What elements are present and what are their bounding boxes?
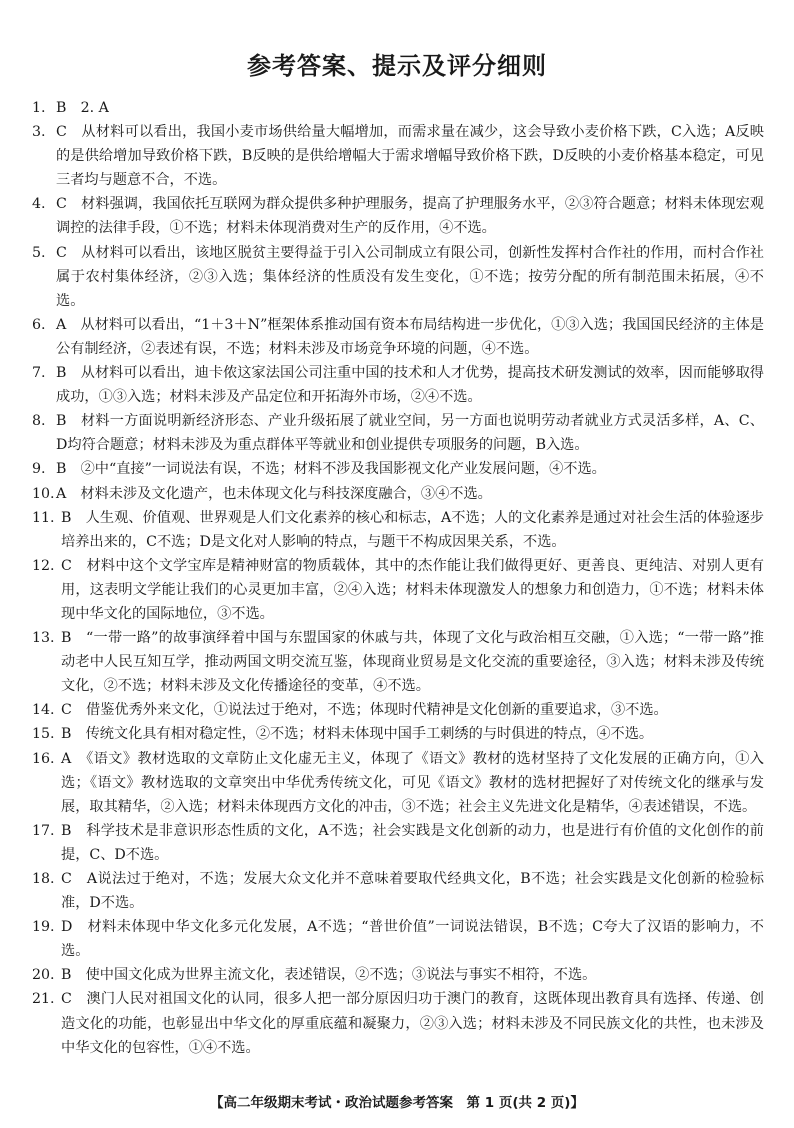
- answer-text: A 从材料可以看出，“1＋3＋N”框架体系推动国有资本布局结构进一步优化，①③入选；我国国民经济的主体是公有制经济，②表述有误，不选；材料未涉及市场竞争环境的问题，④不选。: [56, 316, 764, 357]
- answer-item: [32, 915, 764, 963]
- answer-text: B 材料一方面说明新经济形态、产业升级拓展了就业空间，另一方面也说明劳动者就业方式灵活多样，A、C、D均符合题意；材料未涉及为重点群体平等就业和创业提供专项服务的问题，B入选。: [56, 413, 764, 454]
- answer-item: [32, 698, 764, 722]
- answer-number: 4.: [32, 196, 46, 213]
- answer-text: B 人生观、价值观、世界观是人们文化素养的核心和标志，A不选；人的文化素养是通过对社会生活的体验逐步培养出来的，C不选；D是文化对人影响的特点，与题干不构成因果关系，不选。: [61, 509, 764, 550]
- answer-text: C 借鉴优秀外来文化，①说法过于绝对，不选；体现时代精神是文化创新的重要追求，③不选。: [61, 702, 668, 719]
- answer-number: 12.: [32, 557, 55, 574]
- answer-number: 18.: [32, 871, 55, 887]
- answer-number: 11.: [32, 509, 55, 526]
- answer-text: B 传统文化具有相对稳定性，②不选；材料未体现中国手工刺绣的与时俱进的特点，④不选。: [61, 726, 654, 743]
- answer-number: 8.: [32, 413, 46, 430]
- answer-item: [32, 96, 764, 120]
- answer-number: 20.: [32, 967, 55, 984]
- answer-item: [32, 506, 764, 554]
- answer-number: 14.: [32, 702, 55, 719]
- answer-number: 9.: [32, 461, 46, 478]
- answer-number: 16.: [32, 750, 55, 767]
- answer-text: C A说法过于绝对，不选；发展大众文化并不意味着要取代经典文化，B不选；社会实践是文化创新的检验标准，D不选。: [61, 871, 764, 912]
- answer-text: B “一带一路”的故事演绎着中国与东盟国家的休戚与共，体现了文化与政治相互交融，①入选；“一带一路”推动老中人民互知互学，推动两国文明交流互鉴，体现商业贸易是文化交流的重要途径，③入选；材料未涉及传统文化，②不选；材料未涉及文化传播途径的变革，④不选。: [61, 630, 764, 695]
- answer-item: [32, 554, 764, 626]
- answer-number: 13.: [32, 630, 55, 647]
- answer-item: [32, 120, 764, 192]
- answer-number: 7.: [32, 365, 46, 382]
- answer-item: [32, 747, 764, 819]
- answer-text: C 从材料可以看出，该地区脱贫主要得益于引入公司制成立有限公司，创新性发挥村合作社的作用，而村合作社属于农村集体经济，②③入选；集体经济的性质没有发生变化，①不选；按劳分配的所有制范围未拓展，④不选。: [56, 244, 764, 309]
- answer-item: [32, 722, 764, 746]
- answer-list: [32, 96, 764, 1060]
- answer-text: C 材料中这个文学宝库是精神财富的物质载体，其中的杰作能让我们做得更好、更善良、更纯洁、对别人更有用，这表明文学能让我们的心灵更加丰富，②④入选；材料未体现激发人的想象力和创造力，①不选；材料未体现中华文化的国际地位，③不选。: [61, 557, 764, 622]
- answer-number: 21.: [32, 991, 55, 1008]
- answer-text: A 材料未涉及文化遗产，也未体现文化与科技深度融合，③④不选。: [56, 485, 492, 502]
- answer-number: 6.: [32, 316, 46, 333]
- answer-text: A 《语文》教材选取的文章防止文化虚无主义，体现了《语文》教材的选材坚持了文化发展的正确方向，①入选；《语文》教材选取的文章突出中华优秀传统文化，可见《语文》教材的选材把握好了对传统文化的继承与发展，取其精华，②入选；材料未体现西方文化的冲击，③不选；社会主义先进文化是精华，④表述错误，不选。: [61, 750, 764, 815]
- answer-text: B 科学技术是非意识形态性质的文化，A不选；社会实践是文化创新的动力，也是进行有价值的文化创作的前提，C、D不选。: [61, 822, 764, 863]
- answer-number: 19.: [32, 919, 55, 936]
- answer-item: [32, 241, 764, 313]
- answer-item: [32, 867, 764, 915]
- answer-item: [32, 987, 764, 1059]
- answer-text: D 材料未体现中华文化多元化发展，A不选；“普世价值”一词说法错误，B不选；C夸大了汉语的影响力，不选。: [61, 919, 764, 960]
- answer-text: C 从材料可以看出，我国小麦市场供给量大幅增加，而需求量在减少，这会导致小麦价格下跌，C入选；A反映的是供给增加导致价格下跌，B反映的是供给增幅大于需求增幅导致价格下跌，D反映的小麦价格基本稳定，可见三者均与题意不合，不选。: [56, 124, 764, 189]
- answer-number: 15.: [32, 726, 55, 743]
- answer-item: [32, 457, 764, 481]
- answer-text: C 澳门人民对祖国文化的认同，很多人把一部分原因归功于澳门的教育，这既体现出教育具有选择、传递、创造文化的功能，也彰显出中华文化的厚重底蕴和凝聚力，②③入选；材料未涉及不同民族文化的共性，也未涉及中华文化的包容性，①④不选。: [61, 991, 764, 1056]
- answer-item: [32, 313, 764, 361]
- answer-number: 17.: [32, 822, 55, 839]
- answer-item: [32, 361, 764, 409]
- answer-text: C 材料强调，我国依托互联网为群众提供多种护理服务，提高了护理服务水平，②③符合题意；材料未体现宏观调控的法律手段，①不选；材料未体现消费对生产的反作用，④不选。: [56, 196, 764, 237]
- answer-number: 1.: [32, 100, 46, 116]
- answer-item: [32, 963, 764, 987]
- page-title: 参考答案、提示及评分细则: [247, 52, 547, 80]
- answer-item: [32, 819, 764, 867]
- answer-text: B ②中“直接”一词说法有误，不选；材料不涉及我国影视文化产业发展问题，④不选。: [56, 461, 606, 478]
- answer-text: B 从材料可以看出，迪卡侬这家法国公司注重中国的技术和人才优势，提高技术研发测试的效率，因而能够取得成功，①③入选；材料未涉及产品定位和开拓海外市场，②④不选。: [56, 365, 764, 406]
- answer-number: 3.: [32, 124, 46, 141]
- page-footer: 【高二年级期末考试・政治试题参考答案 第 1 页(共 2 页)】: [210, 1095, 584, 1111]
- answer-item: [32, 409, 764, 457]
- answer-number: 5.: [32, 244, 46, 261]
- answer-number: 10.: [32, 485, 55, 502]
- answer-item: [32, 626, 764, 698]
- answer-text: B 2. A: [56, 100, 109, 116]
- answer-item: [32, 192, 764, 240]
- answer-item: [32, 482, 764, 506]
- answer-text: B 使中国文化成为世界主流文化，表述错误，②不选；③说法与事实不相符，不选。: [61, 967, 597, 984]
